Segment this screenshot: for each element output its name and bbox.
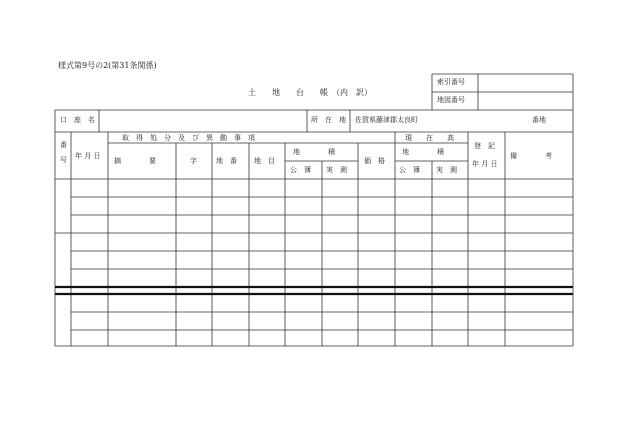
form-title: 土 地 台 帳 （内 訳） bbox=[248, 88, 372, 97]
col-area: 地 積 bbox=[293, 148, 335, 156]
map-number-field[interactable] bbox=[479, 93, 572, 109]
col-chimoku: 地 目 bbox=[254, 157, 275, 165]
index-number-label: 索引番号 bbox=[437, 78, 465, 86]
owner-field[interactable] bbox=[100, 111, 306, 131]
col-current-header: 現 在 高 bbox=[405, 134, 454, 142]
col-current-jissoku: 実 測 bbox=[436, 166, 457, 174]
col-register: 登 記 bbox=[474, 142, 495, 150]
col-remarks: 備 考 bbox=[510, 152, 552, 160]
col-aza: 字 bbox=[190, 157, 197, 165]
ledger-body[interactable] bbox=[56, 180, 572, 345]
col-change-header: 取 得 処 分 及 び 異 動 事 項 bbox=[122, 134, 255, 142]
col-jissoku: 実 測 bbox=[326, 166, 347, 174]
col-chiban: 地 番 bbox=[216, 157, 237, 165]
col-date: 年 月 日 bbox=[75, 152, 101, 160]
col-summary: 摘 要 bbox=[114, 157, 156, 165]
col-current-area: 地 積 bbox=[402, 148, 444, 156]
index-number-field[interactable] bbox=[479, 75, 572, 91]
owner-label: 口 座 名 bbox=[60, 116, 95, 124]
col-koubo: 公 簿 bbox=[290, 166, 311, 174]
col-current-koubo: 公 簿 bbox=[399, 166, 420, 174]
col-number: 番 号 bbox=[60, 141, 74, 164]
col-register-date: 年 月 日 bbox=[472, 160, 498, 168]
form-caption: 様式第9号の2(第31条関係) bbox=[58, 61, 157, 70]
map-number-label: 地図番号 bbox=[437, 96, 465, 104]
location-value: 佐賀県藤津郡太良町 bbox=[355, 116, 418, 124]
location-label: 所 在 地 bbox=[311, 116, 346, 124]
banchi-label: 番地 bbox=[532, 116, 546, 124]
col-price: 価 格 bbox=[364, 157, 385, 165]
